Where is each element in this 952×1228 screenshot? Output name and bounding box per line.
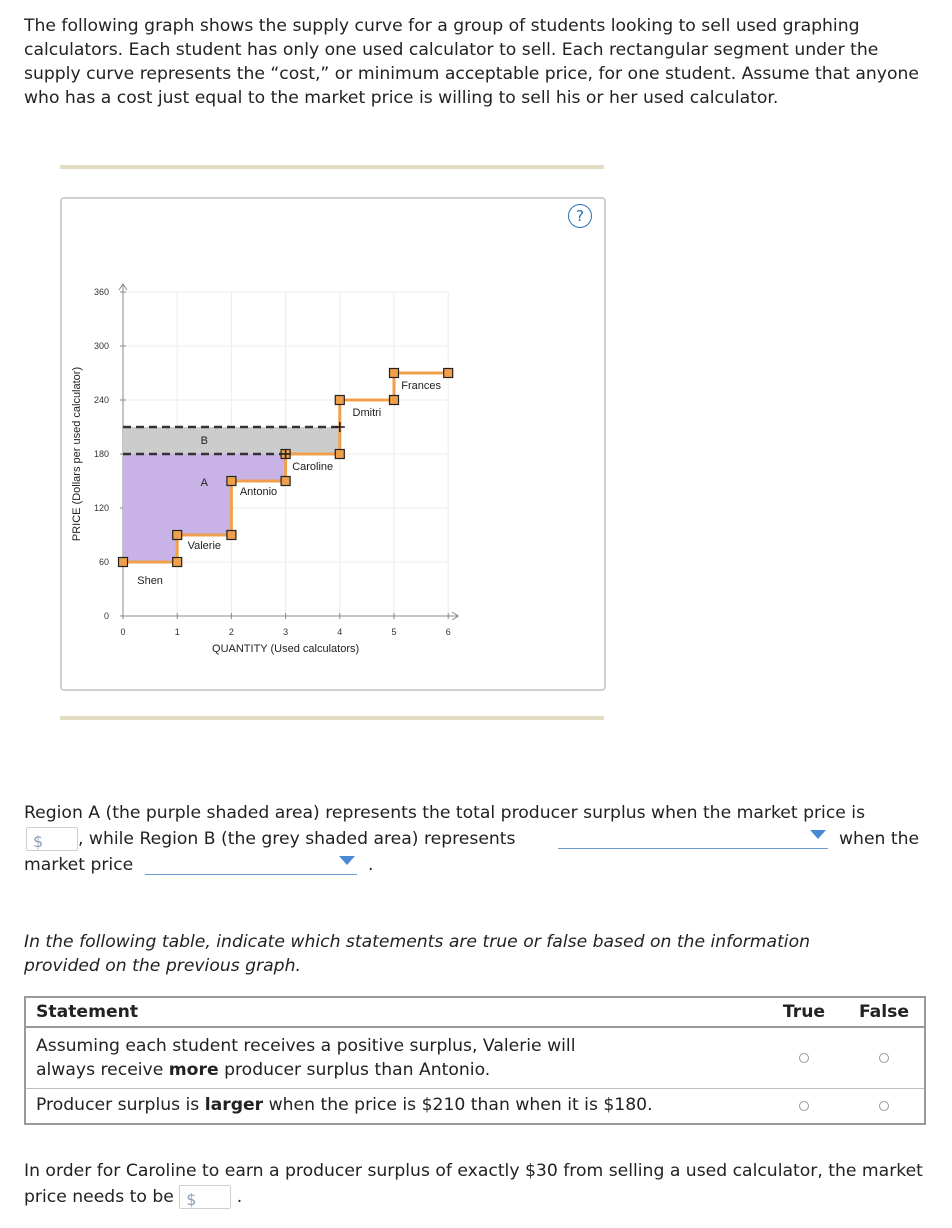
statement-1-bold: more	[168, 1060, 219, 1080]
y-tick-label: 240	[93, 395, 109, 405]
x-tick-label: 4	[337, 627, 343, 637]
chevron-down-icon	[339, 856, 355, 865]
y-axis-title: PRICE (Dollars per used calculator)	[71, 366, 83, 542]
statement-2-pre: Producer surplus is	[36, 1095, 205, 1115]
statement-1	[25, 1027, 764, 1089]
statement-2	[25, 1089, 764, 1125]
x-tick-label: 3	[283, 627, 289, 637]
market-price-select[interactable]	[145, 852, 357, 875]
intro-text: The following graph shows the supply curve for a group of students looking to sell used graphing calculators. Each student has only one used calculator to sell. Each rectangular segment under the supply curve represents the “cost,” or minimum acceptable price, for one student. Assume that anyone who has a cost just equal to the market price is willing to sell his or her used calculator.	[24, 16, 919, 108]
supply-point-marker	[227, 531, 236, 540]
caroline-price-input[interactable]	[179, 1185, 231, 1209]
table-intro: In the following table, indicate which statements are true or false based on the information provided on the previous graph.	[24, 932, 810, 976]
student-label-antonio: Antonio	[239, 486, 278, 498]
q1-text-a: Region A (the purple shaded area) represents the total producer surplus when the market price is	[24, 803, 866, 823]
statement-header: Statement	[25, 997, 764, 1027]
region-b	[123, 427, 340, 454]
top-rule	[60, 165, 604, 169]
y-tick-label: 60	[98, 557, 109, 567]
supply-point-marker	[335, 450, 344, 459]
statement-2-true	[764, 1089, 844, 1125]
y-tick-label: 180	[93, 449, 109, 459]
supply-point-marker	[227, 477, 236, 486]
graph-panel	[60, 197, 606, 691]
x-axis-title: QUANTITY (Used calculators)	[212, 643, 360, 655]
bottom-rule	[60, 716, 604, 720]
student-label-dmitri: Dmitri	[352, 407, 382, 419]
chevron-down-icon	[810, 830, 826, 839]
statement-1-post: producer surplus than Antonio.	[218, 1060, 491, 1080]
y-tick-label: 120	[93, 503, 109, 513]
statement-2-bold: larger	[204, 1095, 264, 1115]
statements-table	[24, 996, 926, 1125]
statement-1-false-radio[interactable]	[879, 1053, 889, 1063]
supply-point-marker	[119, 558, 128, 567]
help-icon[interactable]: ?	[568, 204, 592, 228]
statement-1-true-radio[interactable]	[799, 1053, 809, 1063]
supply-chart	[62, 199, 604, 689]
student-label-caroline: Caroline	[292, 461, 334, 473]
q2-period: .	[236, 1187, 243, 1207]
y-tick-label: 0	[103, 611, 109, 621]
supply-point-marker	[173, 558, 182, 567]
q1-line2	[26, 826, 516, 852]
supply-point-marker	[390, 369, 399, 378]
table-row	[25, 1027, 925, 1089]
statement-2-post: when the price is $210 than when it is $180.	[263, 1095, 653, 1115]
question-2	[24, 1158, 929, 1210]
x-tick-label: 2	[228, 627, 234, 637]
dollar-sign: $	[33, 832, 44, 851]
y-tick-label: 360	[93, 287, 109, 297]
q1-period: .	[368, 855, 374, 875]
table-header-row	[25, 997, 925, 1027]
x-tick-label: 1	[174, 627, 180, 637]
supply-point-marker	[444, 369, 453, 378]
statement-2-false	[844, 1089, 925, 1125]
supply-point-marker	[281, 477, 290, 486]
supply-point-marker	[390, 396, 399, 405]
statement-1-false	[844, 1027, 925, 1089]
q2-text: In order for Caroline to earn a producer surplus of exactly $30 from selling a used calculator, the market price needs to be	[24, 1161, 923, 1207]
x-tick-label: 6	[445, 627, 451, 637]
region-b-label: B	[200, 435, 208, 447]
student-label-frances: Frances	[401, 380, 441, 392]
x-tick-label: 5	[391, 627, 397, 637]
supply-point-marker	[173, 531, 182, 540]
q1-text-b: , while Region B (the grey shaded area) represents	[78, 829, 516, 849]
statement-2-true-radio[interactable]	[799, 1101, 809, 1111]
table-row	[25, 1089, 925, 1125]
q1-text-d: market price	[24, 855, 134, 875]
student-label-valerie: Valerie	[187, 540, 222, 552]
q1-price-input[interactable]	[26, 827, 78, 851]
statement-1-pre: Assuming each student receives a positive surplus, Valerie will always receive	[36, 1036, 576, 1080]
q1-text-c: when the	[839, 829, 920, 849]
statement-2-false-radio[interactable]	[879, 1101, 889, 1111]
y-tick-label: 300	[93, 341, 109, 351]
question-1	[24, 800, 924, 826]
student-label-shen: Shen	[137, 575, 163, 587]
statement-1-true	[764, 1027, 844, 1089]
dollar-sign: $	[186, 1190, 197, 1209]
x-tick-label: 0	[120, 627, 126, 637]
region-b-select[interactable]	[558, 826, 828, 849]
supply-point-marker	[335, 396, 344, 405]
true-header: True	[764, 997, 844, 1027]
region-a-label: A	[200, 477, 208, 489]
false-header: False	[844, 997, 925, 1027]
